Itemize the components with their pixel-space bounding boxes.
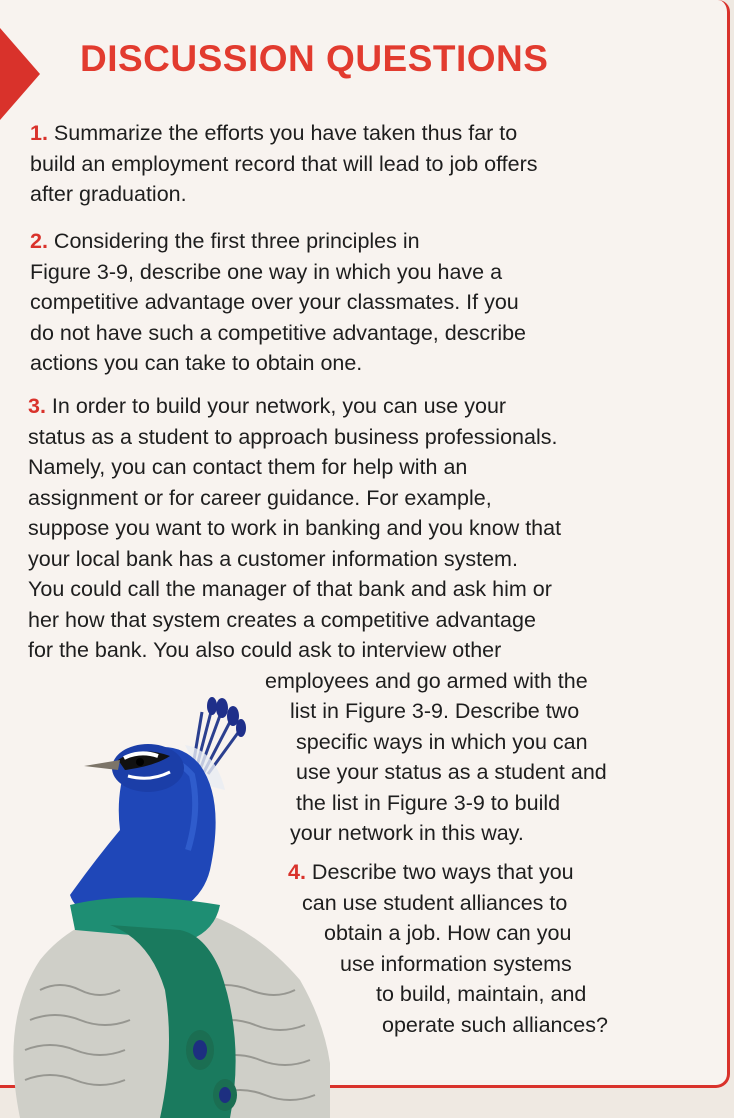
question-text: do not have such a competitive advantage, describe — [30, 320, 527, 345]
question-number: 3. — [28, 394, 46, 418]
question-text: Figure 3-9, describe one way in which you have a — [30, 259, 503, 284]
question-3-line — [28, 452, 607, 483]
question-text: the list in Figure 3-9 to build — [296, 790, 561, 815]
question-2-line — [30, 257, 526, 288]
question-text: In order to build your network, you can use your — [51, 394, 507, 418]
question-text: Namely, you can contact them for help with an — [28, 455, 468, 479]
question-text: use information systems — [340, 951, 572, 976]
page-title: DISCUSSION QUESTIONS — [80, 38, 549, 79]
question-3-line — [28, 635, 607, 666]
peacock-beak — [84, 760, 120, 770]
question-3-line — [28, 422, 607, 453]
peacock-head — [112, 744, 184, 792]
question-text: Considering the first three principles in — [53, 229, 420, 253]
question-2 — [30, 226, 526, 379]
question-number: 1. — [30, 121, 48, 145]
question-4-line — [288, 979, 608, 1010]
question-2-line — [30, 318, 526, 349]
question-text: use your status as a student and — [296, 760, 607, 784]
question-1-line — [30, 118, 538, 149]
question-number: 2. — [30, 229, 48, 253]
question-4 — [288, 857, 608, 1040]
question-text: actions you can take to obtain one. — [30, 351, 363, 375]
question-4-line — [288, 1010, 608, 1041]
question-3-line — [28, 605, 607, 636]
red-tab-marker — [0, 28, 40, 120]
question-1 — [30, 118, 538, 210]
question-text: for the bank. You also could ask to interview other — [28, 638, 502, 662]
question-text: competitive advantage over your classmates. If you — [30, 290, 519, 314]
peacock-illustration — [0, 690, 330, 1118]
question-3-line — [28, 544, 607, 575]
question-text: operate such alliances? — [382, 1012, 608, 1037]
question-text: to build, maintain, and — [376, 982, 587, 1006]
question-text: You could call the manager of that bank and ask him or — [28, 577, 552, 601]
question-3-line — [28, 513, 607, 544]
question-text: specific ways in which you can — [296, 729, 588, 754]
question-4-line — [288, 949, 608, 980]
question-text: employees and go armed with the — [265, 668, 588, 693]
question-text: your local bank has a customer information system. — [28, 546, 518, 571]
question-text: list in Figure 3-9. Describe two — [290, 699, 580, 723]
question-text: your network in this way. — [290, 821, 524, 845]
question-3-line — [28, 483, 607, 514]
question-3-line — [28, 391, 607, 422]
question-text: after graduation. — [30, 182, 187, 206]
question-text: obtain a job. How can you — [324, 921, 572, 945]
question-text: build an employment record that will lead to job offers — [30, 151, 538, 176]
question-number: 4. — [288, 860, 306, 884]
question-4-line — [288, 918, 608, 949]
question-text: her how that system creates a competitive advantage — [28, 607, 536, 632]
question-1-line — [30, 179, 538, 210]
question-1-line — [30, 149, 538, 180]
question-text: suppose you want to work in banking and you know that — [28, 516, 562, 540]
question-2-line — [30, 226, 526, 257]
question-text: Summarize the efforts you have taken thus far to — [53, 121, 518, 145]
question-4-line — [288, 857, 608, 888]
question-2-line — [30, 348, 526, 379]
question-text: status as a student to approach business professionals. — [28, 424, 558, 449]
question-text: assignment or for career guidance. For example, — [28, 485, 492, 510]
question-text: can use student alliances to — [302, 890, 568, 915]
question-3-line — [28, 574, 607, 605]
question-text: Describe two ways that you — [311, 860, 574, 884]
question-2-line — [30, 287, 526, 318]
question-4-line — [288, 888, 608, 919]
